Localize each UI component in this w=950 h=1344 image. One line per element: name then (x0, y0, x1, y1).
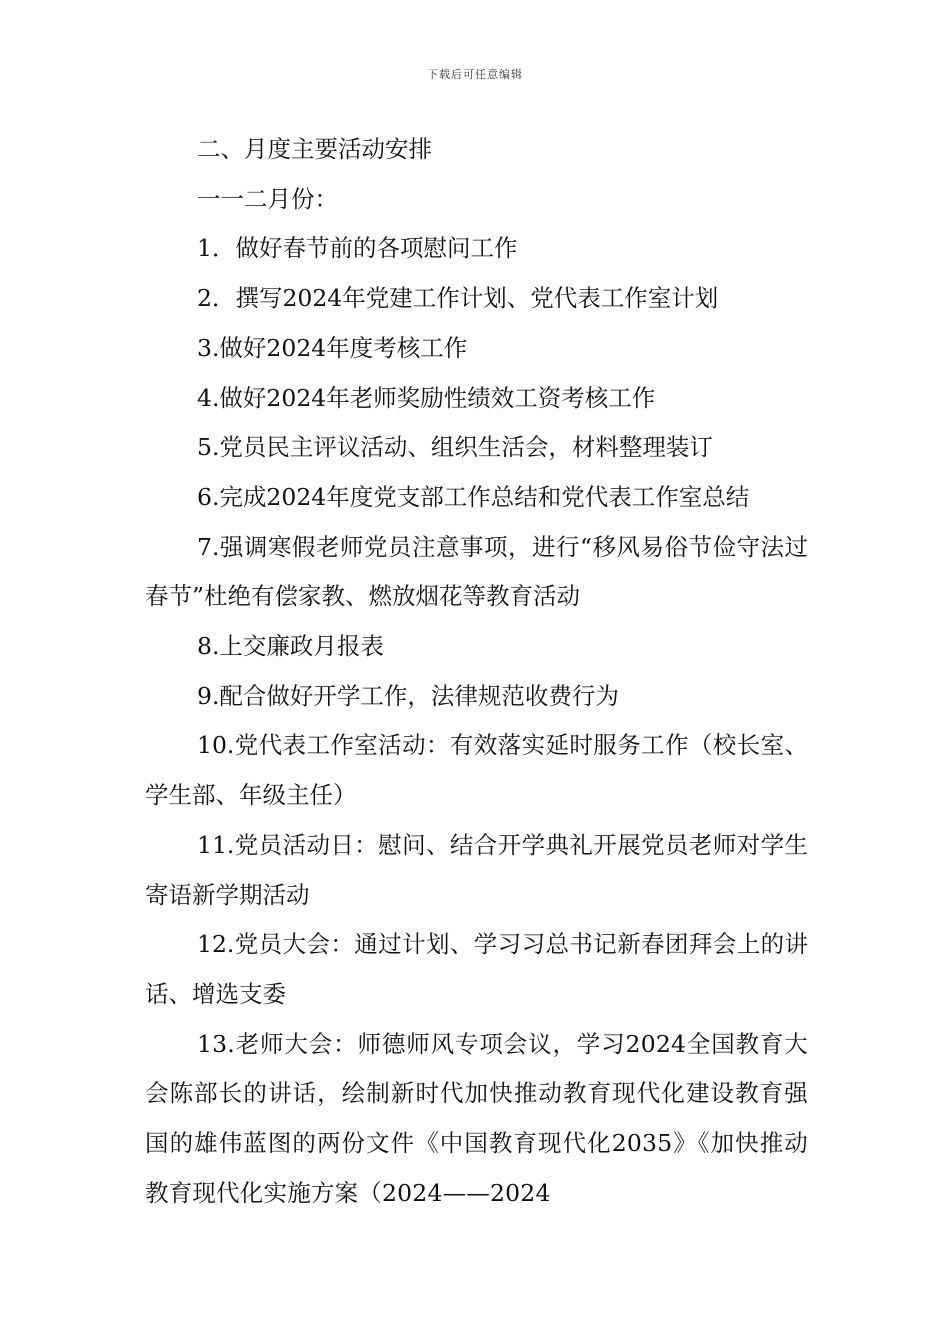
list-item-11: 11.党员活动日：慰问、结合开学典礼开展党员老师对学生寄语新学期活动 (145, 830, 808, 909)
list-item-13: 13.老师大会：师德师风专项会议，学习2024全国教育大会陈部长的讲话，绘制新时代加快推动教育现代化建设教育强国的雄伟蓝图的两份文件《中国教育现代化2035》《加快推动教育现代化实施方案（2024——2024 (145, 1029, 808, 1207)
list-item-5: 5.党员民主评议活动、组织生活会，材料整理装订 (197, 433, 713, 462)
list-item-4: 4.做好2024年老师奖励性绩效工资考核工作 (197, 383, 656, 412)
list-item-7: 7.强调寒假老师党员注意事项，进行“移风易俗节俭守法过春节”杜绝有偿家教、燃放烟花等教育活动 (145, 532, 808, 611)
list-item-6: 6.完成2024年度党支部工作总结和党代表工作室总结 (197, 482, 750, 511)
list-item-2: 2．撰写2024年党建工作计划、党代表工作室计划 (197, 284, 719, 313)
list-item-10: 10.党代表工作室活动：有效落实延时服务工作（校长室、学生部、年级主任） (145, 731, 808, 810)
list-item-9: 9.配合做好开学工作，法律规范收费行为 (197, 681, 619, 710)
document-body (145, 125, 808, 1218)
section-heading: 二、月度主要活动安排 (197, 135, 432, 163)
list-item-1: 1．做好春节前的各项慰问工作 (197, 234, 518, 263)
list-item-3: 3.做好2024年度考核工作 (197, 333, 468, 362)
page-header-note: 下载后可任意编辑 (427, 68, 523, 81)
list-item-12: 12.党员大会：通过计划、学习习总书记新春团拜会上的讲话、增选支委 (145, 930, 808, 1008)
list-item-8: 8.上交廉政月报表 (197, 632, 384, 661)
month-heading: 一一二月份： (197, 184, 338, 213)
